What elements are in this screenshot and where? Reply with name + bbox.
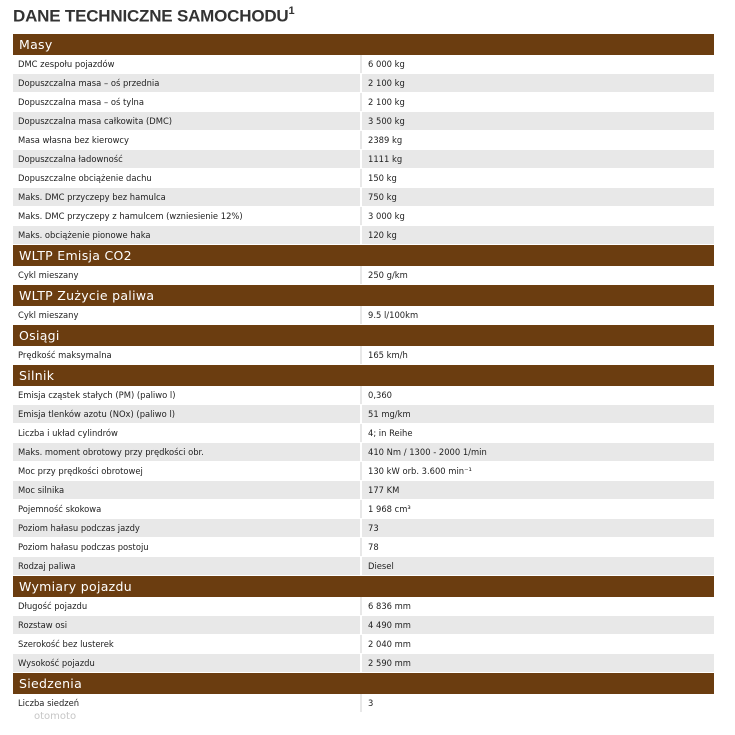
- spec-value: 4; in Reihe: [368, 428, 413, 438]
- spec-value: 2 100 kg: [368, 78, 405, 88]
- spec-table: [13, 34, 714, 713]
- spec-label: Maks. moment obrotowy przy prędkości obr.: [13, 443, 362, 461]
- spec-label: Poziom hałasu podczas jazdy: [13, 519, 362, 537]
- spec-row: [13, 150, 714, 169]
- spec-label: Maks. DMC przyczepy bez hamulca: [13, 188, 362, 206]
- spec-row: [13, 405, 714, 424]
- spec-value: 51 mg/km: [368, 409, 411, 419]
- spec-row: [13, 112, 714, 131]
- spec-label: Liczba i układ cylindrów: [13, 424, 362, 442]
- spec-row: [13, 443, 714, 462]
- spec-value: 2 040 mm: [368, 639, 411, 649]
- spec-value: 150 kg: [368, 173, 397, 183]
- spec-label: Dopuszczalna masa – oś tylna: [13, 93, 362, 111]
- section-header: Wymiary pojazdu: [13, 576, 714, 597]
- spec-row: [13, 266, 714, 285]
- spec-value: 3 500 kg: [368, 116, 405, 126]
- spec-value: 4 490 mm: [368, 620, 411, 630]
- watermark: otomoto: [34, 711, 77, 722]
- spec-value: 177 KM: [368, 485, 400, 495]
- spec-label: DMC zespołu pojazdów: [13, 55, 362, 73]
- spec-row: [13, 557, 714, 576]
- spec-row: [13, 55, 714, 74]
- spec-label: Maks. DMC przyczepy z hamulcem (wzniesienie 12%): [13, 207, 362, 225]
- spec-label: Masa własna bez kierowcy: [13, 131, 362, 149]
- section-header: WLTP Zużycie paliwa: [13, 285, 714, 306]
- spec-label: Emisja cząstek stałych (PM) (paliwo l): [13, 386, 362, 404]
- spec-label: Rozstaw osi: [13, 616, 362, 634]
- spec-value: 2 590 mm: [368, 658, 411, 668]
- spec-value: 410 Nm / 1300 - 2000 1/min: [368, 447, 487, 457]
- spec-label: Długość pojazdu: [13, 597, 362, 615]
- page-title: [13, 6, 294, 27]
- spec-label: Szerokość bez lusterek: [13, 635, 362, 653]
- spec-row: [13, 188, 714, 207]
- spec-label: Dopuszczalna ładowność: [13, 150, 362, 168]
- section-header: Osiągi: [13, 325, 714, 346]
- spec-label: Moc przy prędkości obrotowej: [13, 462, 362, 480]
- spec-value: 73: [368, 523, 379, 533]
- spec-label: Cykl mieszany: [13, 306, 362, 324]
- section-header: WLTP Emisja CO2: [13, 245, 714, 266]
- spec-label: Cykl mieszany: [13, 266, 362, 284]
- spec-row: [13, 346, 714, 365]
- spec-row: [13, 500, 714, 519]
- spec-row: [13, 519, 714, 538]
- spec-label: Moc silnika: [13, 481, 362, 499]
- spec-row: [13, 616, 714, 635]
- section-header: Siedzenia: [13, 673, 714, 694]
- spec-row: [13, 597, 714, 616]
- spec-row: [13, 93, 714, 112]
- spec-value: 130 kW orb. 3.600 min⁻¹: [368, 466, 472, 476]
- spec-row: [13, 654, 714, 673]
- spec-value: 165 km/h: [368, 350, 408, 360]
- spec-label: Emisja tlenków azotu (NOx) (paliwo l): [13, 405, 362, 423]
- spec-row: [13, 386, 714, 405]
- spec-value: 1 968 cm³: [368, 504, 411, 514]
- spec-value: 250 g/km: [368, 270, 408, 280]
- spec-row: [13, 207, 714, 226]
- spec-row: [13, 74, 714, 93]
- spec-row: [13, 306, 714, 325]
- spec-row: [13, 635, 714, 654]
- spec-value: 9.5 l/100km: [368, 310, 419, 320]
- spec-value: 78: [368, 542, 379, 552]
- spec-value: 750 kg: [368, 192, 397, 202]
- spec-value: 6 836 mm: [368, 601, 411, 611]
- spec-label: Maks. obciążenie pionowe haka: [13, 226, 362, 244]
- spec-label: Dopuszczalna masa – oś przednia: [13, 74, 362, 92]
- spec-label: Prędkość maksymalna: [13, 346, 362, 364]
- section-header: Silnik: [13, 365, 714, 386]
- spec-label: Liczba siedzeń: [13, 694, 362, 712]
- spec-value: 2 100 kg: [368, 97, 405, 107]
- spec-label: Dopuszczalna masa całkowita (DMC): [13, 112, 362, 130]
- spec-row: [13, 694, 714, 713]
- spec-label: Dopuszczalne obciążenie dachu: [13, 169, 362, 187]
- spec-value: 3: [368, 698, 374, 708]
- spec-label: Wysokość pojazdu: [13, 654, 362, 672]
- spec-value: 120 kg: [368, 230, 397, 240]
- spec-label: Poziom hałasu podczas postoju: [13, 538, 362, 556]
- spec-row: [13, 538, 714, 557]
- spec-label: Pojemność skokowa: [13, 500, 362, 518]
- spec-value: 2389 kg: [368, 135, 403, 145]
- spec-value: 6 000 kg: [368, 59, 405, 69]
- spec-value: 1111 kg: [368, 154, 403, 164]
- spec-label: Rodzaj paliwa: [13, 557, 362, 575]
- spec-value: 0,360: [368, 390, 392, 400]
- spec-row: [13, 462, 714, 481]
- spec-row: [13, 131, 714, 150]
- spec-row: [13, 424, 714, 443]
- spec-row: [13, 169, 714, 188]
- section-header: Masy: [13, 34, 714, 55]
- spec-row: [13, 226, 714, 245]
- spec-value: 3 000 kg: [368, 211, 405, 221]
- spec-value: Diesel: [368, 561, 394, 571]
- spec-row: [13, 481, 714, 500]
- page-title-footnote: 1: [288, 5, 295, 17]
- page-title-text: DANE TECHNICZNE SAMOCHODU: [13, 6, 289, 26]
